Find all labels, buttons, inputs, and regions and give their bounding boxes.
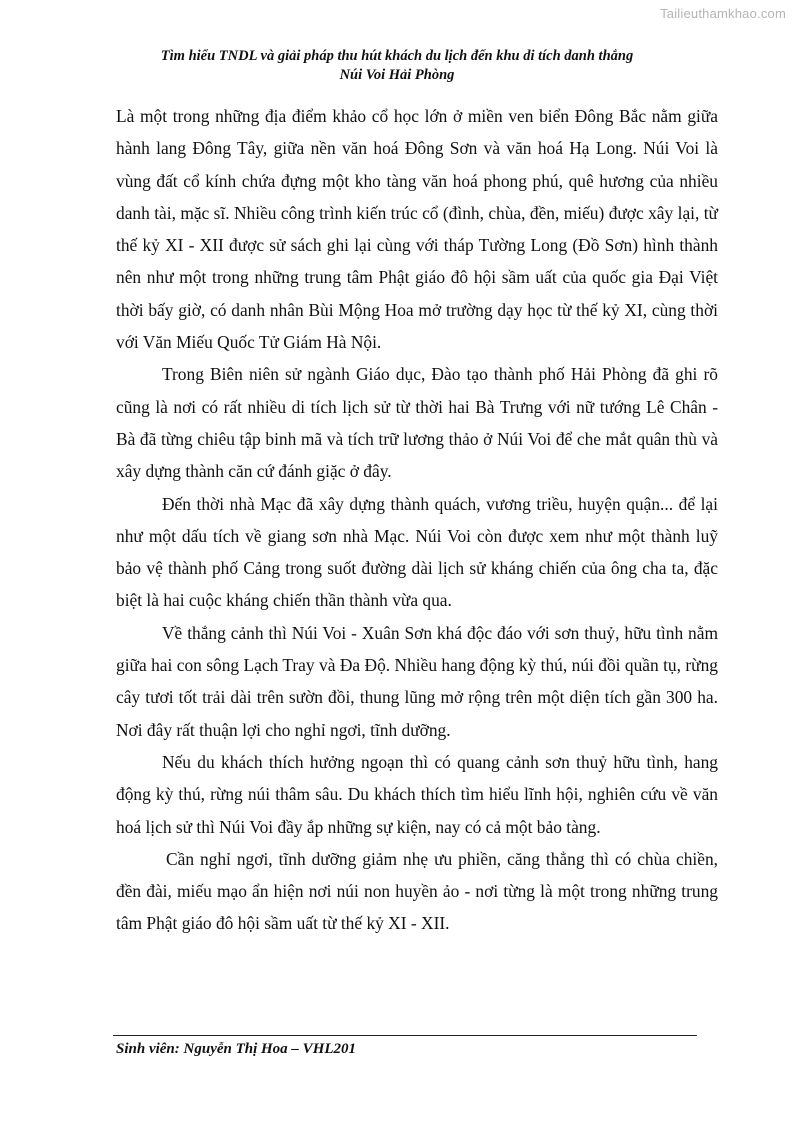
watermark: Tailieuthamkhao.com — [660, 6, 786, 21]
paragraph-1: Là một trong những địa điểm khảo cổ học lớn ở miền ven biển Đông Bắc nằm giữa hành lang Đông Tây, giữa nền văn hoá Đông Sơn và văn hoá Hạ Long. Núi Voi là vùng đất cổ kính chứa đựng một kho tàng văn hoá phong phú, quê hương của nhiều danh tài, mặc sĩ. Nhiều công trình kiến trúc cổ (đình, chùa, đền, miếu) được xây lại, từ thế kỷ XI - XII được sử sách ghi lại cùng với tháp Tường Long (Đồ Sơn) hình thành nên như một trong những trung tâm Phật giáo đô hội sầm uất của quốc gia Đại Việt thời bấy giờ, có danh nhân Bùi Mộng Hoa mở trường dạy học từ thế kỷ XI, cùng thời với Văn Miếu Quốc Tử Giám Hà Nội. — [116, 106, 718, 353]
page-header — [100, 47, 694, 85]
paragraph-4: Về thắng cảnh thì Núi Voi - Xuân Sơn khá độc đáo với sơn thuỷ, hữu tình nằm giữa hai con sông Lạch Tray và Đa Độ. Nhiều hang động kỳ thú, núi đồi quần tụ, rừng cây tươi tốt trải dài trên sườn đồi, thung lũng mở rộng trên một diện tích gần 300 ha. Nơi đây rất thuận lợi cho nghỉ ngơi, tĩnh dưỡng. — [116, 622, 718, 740]
header-title-line-2: Núi Voi Hải Phòng — [339, 67, 455, 83]
paragraph-3: Đến thời nhà Mạc đã xây dựng thành quách, vương triều, huyện quận... để lại như một dấu tích về giang sơn nhà Mạc. Núi Voi còn được xem như một thành luỹ bảo vệ thành phố Cảng trong suốt đường dài lịch sử kháng chiến của ông cha ta, đặc biệt là hai cuộc kháng chiến thần thành vừa qua. — [116, 493, 718, 611]
header-title-line-1: Tìm hiểu TNDL và giải pháp thu hút khách du lịch đến khu di tích danh thắng — [160, 48, 634, 64]
paragraph-6: Cần nghỉ ngơi, tĩnh dưỡng giảm nhẹ ưu phiền, căng thẳng thì có chùa chiền, đền đài, miếu mạo ẩn hiện nơi núi non huyền ảo - nơi từng là một trong những trung tâm Phật giáo đô hội sầm uất từ thế kỷ XI - XII. — [116, 848, 718, 934]
footer-divider — [113, 1035, 697, 1036]
paragraph-5: Nếu du khách thích hưởng ngoạn thì có quang cảnh sơn thuỷ hữu tình, hang động kỳ thú, rừng núi thâm sâu. Du khách thích tìm hiểu lĩnh hội, nghiên cứu về văn hoá lịch sử thì Núi Voi đầy ắp những sự kiện, nay có cả một bảo tàng. — [116, 751, 718, 837]
document-body — [116, 100, 718, 940]
paragraph-2: Trong Biên niên sử ngành Giáo dục, Đào tạo thành phố Hải Phòng đã ghi rõ cũng là nơi có rất nhiều di tích lịch sử từ thời hai Bà Trưng với nữ tướng Lê Chân - Bà đã từng chiêu tập binh mã và tích trữ lương thảo ở Núi Voi để che mắt quân thù và xây dựng thành căn cứ đánh giặc ở đây. — [116, 364, 718, 482]
page-footer: Sinh viên: Nguyễn Thị Hoa – VHL201 — [116, 1041, 357, 1057]
